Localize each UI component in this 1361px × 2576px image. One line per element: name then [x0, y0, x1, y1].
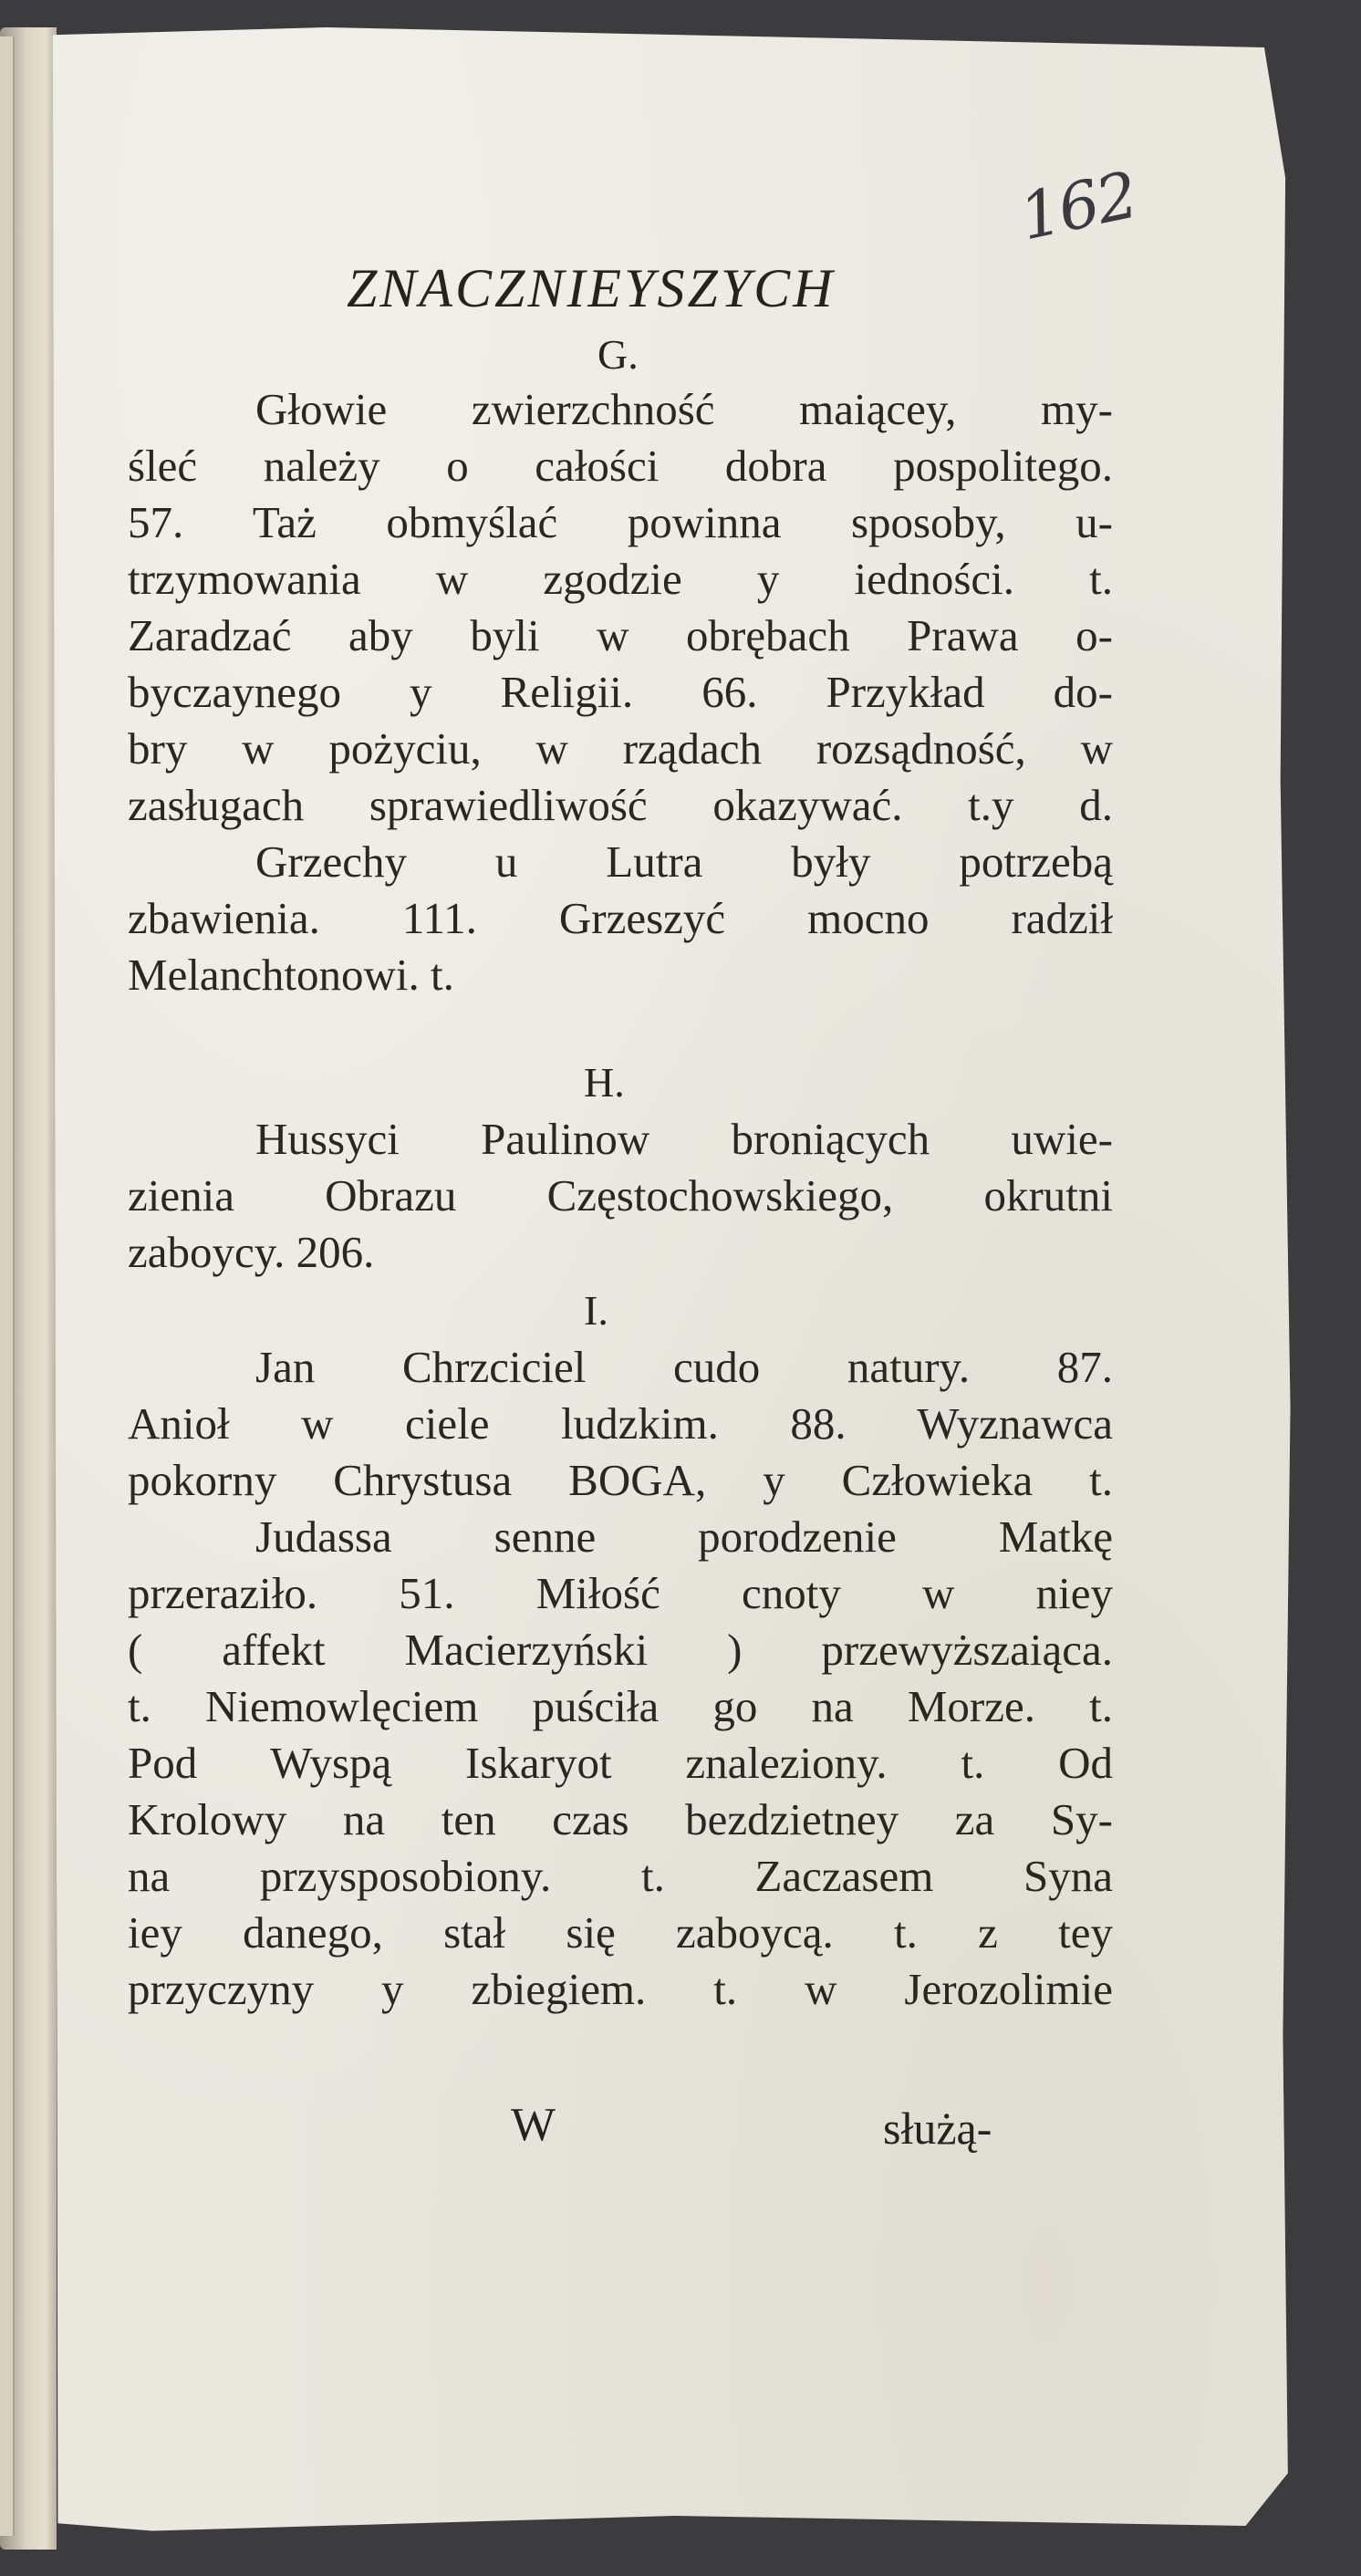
page-heading: ZNACZNIEYSZYCH [347, 258, 836, 318]
text-line: Zaradzać aby byli w obrębach Prawa o- [128, 610, 1113, 660]
text-line: bry w pożyciu, w rządach rozsądność, w [128, 723, 1113, 774]
text-line: Judassa senne porodzenie Matkę [255, 1511, 1113, 1562]
text-line: Hussyci Paulinow broniących uwie- [255, 1114, 1113, 1164]
text-line: zaboycy. 206. [128, 1227, 375, 1277]
text-line: iey danego, stał się zaboycą. t. z tey [128, 1907, 1113, 1958]
text-line: Krolowy na ten czas bezdzietney za Sy- [128, 1794, 1113, 1844]
text-line: trzymowania w zgodzie y iedności. t. [128, 554, 1113, 604]
folio-number: 162 [1013, 157, 1143, 255]
text-line: na przysposobiony. t. Zaczasem Syna [128, 1851, 1113, 1901]
text-line: Grzechy u Lutra były potrzebą [255, 836, 1113, 887]
text-line: zienia Obrazu Częstochowskiego, okrutni [128, 1170, 1113, 1220]
text-line: przeraziło. 51. Miłość cnoty w niey [128, 1568, 1113, 1618]
text-line: pokorny Chrystusa BOGA, y Człowieka t. [128, 1455, 1113, 1505]
text-line: t. Niemowlęciem puściła go na Morze. t. [128, 1681, 1113, 1731]
text-line: Anioł w ciele ludzkim. 88. Wyznawca [128, 1398, 1113, 1449]
text-line: zasługach sprawiedliwość okazywać. t.y d. [128, 780, 1113, 830]
catchword-right: służą- [883, 2103, 992, 2154]
binding-edge [0, 36, 15, 2536]
text-line: Pod Wyspą Iskaryot znaleziony. t. Od [128, 1738, 1113, 1788]
text-line: Głowie zwierzchność maiącey, my- [255, 384, 1113, 434]
section-g-text [128, 381, 1113, 1003]
text-line: przyczyny y zbiegiem. t. w Jerozolimie [128, 1964, 1113, 2014]
text-line: Melanchtonowi. t. [128, 950, 454, 1000]
section-h-text [128, 1111, 1113, 1281]
text-line: Jan Chrzciciel cudo natury. 87. [255, 1342, 1113, 1392]
text-line: byczaynego y Religii. 66. Przykład do- [128, 667, 1113, 717]
text-line: zbawienia. 111. Grzeszyć mocno radził [128, 893, 1113, 943]
text-line: śleć należy o całości dobra pospolitego. [128, 441, 1113, 491]
catchword-left: W [511, 2099, 556, 2151]
section-i-text [128, 1339, 1113, 2018]
section-letter-i: I. [584, 1287, 608, 1334]
text-line: ( affekt Macierzyński ) przewyższaiąca. [128, 1625, 1113, 1675]
section-letter-g: G. [597, 331, 639, 378]
section-letter-h: H. [584, 1059, 625, 1106]
text-line: 57. Taż obmyślać powinna sposoby, u- [128, 497, 1113, 547]
